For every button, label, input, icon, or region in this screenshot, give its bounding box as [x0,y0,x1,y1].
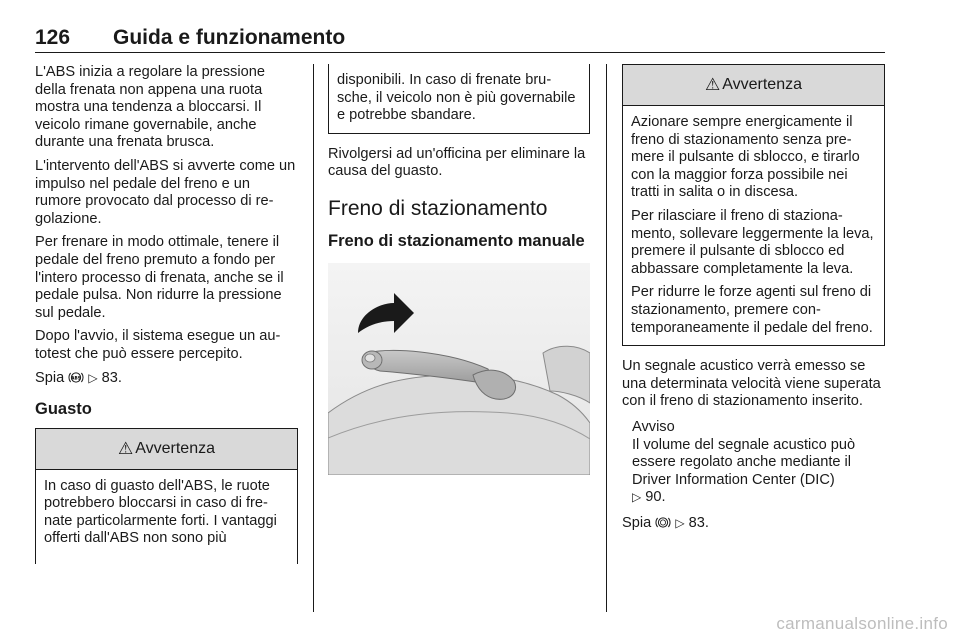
warning-box-continued [328,64,590,134]
warning-text: Per ridurre le forze agenti sul freno di stazionamento, premere contemporaneamente il pedale del freno. [631,284,873,336]
paragraph: L'intervento dell'ABS si avverte come un impulso nel pedale del freno e un rumore provocato dal processo di regolazione. [35,157,296,227]
page-ref[interactable]: 83. [688,514,709,531]
subsection-title: Freno di stazionamento manuale [328,231,585,250]
page-ref-icon: ▷ [88,370,98,385]
column-left [35,64,298,564]
warning-text: In caso di guasto dell'ABS, le ruote potrebbero bloccarsi in caso di frenate particolarmente forti. I vantaggi offerti dall'ABS non sono più [44,477,277,547]
column-middle [328,64,590,475]
warning-body [623,106,884,345]
warning-header [623,65,884,106]
paragraph: Un segnale acustico verrà emesso se una determinata velocità viene superata con il freno di stazionamento inserito. [622,358,881,410]
page-number: 126 [35,26,71,49]
warning-title: Avvertenza [135,439,215,457]
warning-header [36,429,297,470]
section-title: Freno di stazionamento [328,196,548,220]
column-divider [606,64,607,612]
paragraph: L'ABS inizia a regolare la pressione della frenata non appena una ruota mostra una tendenza a bloccarsi. Il veicolo rimane governabile, anche durante una frenata brusca. [35,64,265,151]
header-rule [35,52,885,53]
paragraph: Rivolgersi ad un'officina per eliminare la causa del guasto. [328,145,586,180]
warning-box [35,428,298,564]
paragraph: Per frenare in modo ottimale, tenere il pedale del freno premuto a fondo per l'intero processo di frenata, anche se il pedale pulsa. Non ridurre la pressione sul pedale. [35,234,284,321]
watermark: carmanualsonline.info [776,614,948,633]
svg-text:ABS: ABS [71,374,82,380]
spia-label: Spia [35,369,65,386]
note-text: Il volume del segnale acustico può essere regolato anche mediante il Driver Information Center (DIC) [632,436,856,488]
warning-title: Avvertenza [722,76,802,94]
paragraph: Dopo l'avvio, il sistema esegue un autotest che può essere percepito. [35,328,281,362]
warning-triangle-icon: ⚠ [705,75,721,95]
warning-triangle-icon: ⚠ [118,438,134,458]
page-title: Guida e funzionamento [113,26,346,49]
warning-text: Azionare sempre energicamente il freno di stazionamento senza premere il pulsante di sblocco, e tirarlo con la maggior forza possibile nei tratti in salita o in discesa. [631,114,860,201]
section-heading: Guasto [35,400,92,419]
column-divider [313,64,314,612]
warning-text: disponibili. In caso di frenate brusche, il veicolo non è più governabile e potrebbe sbandare. [337,72,576,124]
note-block [632,419,885,507]
warning-body [36,470,297,564]
parking-brake-warning-light-icon [655,515,675,531]
page-ref-icon: ▷ [632,490,642,505]
page-ref[interactable]: 83. [101,369,122,386]
page-ref-icon: ▷ [675,515,685,530]
spia-line [35,370,298,388]
warning-text: Per rilasciare il freno di stazionamento, sollevare leggermente la leva, premere il pulsante di sblocco ed abbassare completamente la leva. [631,207,874,277]
note-label: Avviso [632,418,675,435]
abs-warning-light-icon [68,370,88,386]
spia-label: Spia [622,514,652,531]
page-ref[interactable]: 90. [645,489,666,506]
handbrake-lever-illustration [328,263,590,475]
column-right [622,64,885,538]
spia-line [622,515,885,533]
page-header [35,26,885,52]
warning-box [622,64,885,346]
